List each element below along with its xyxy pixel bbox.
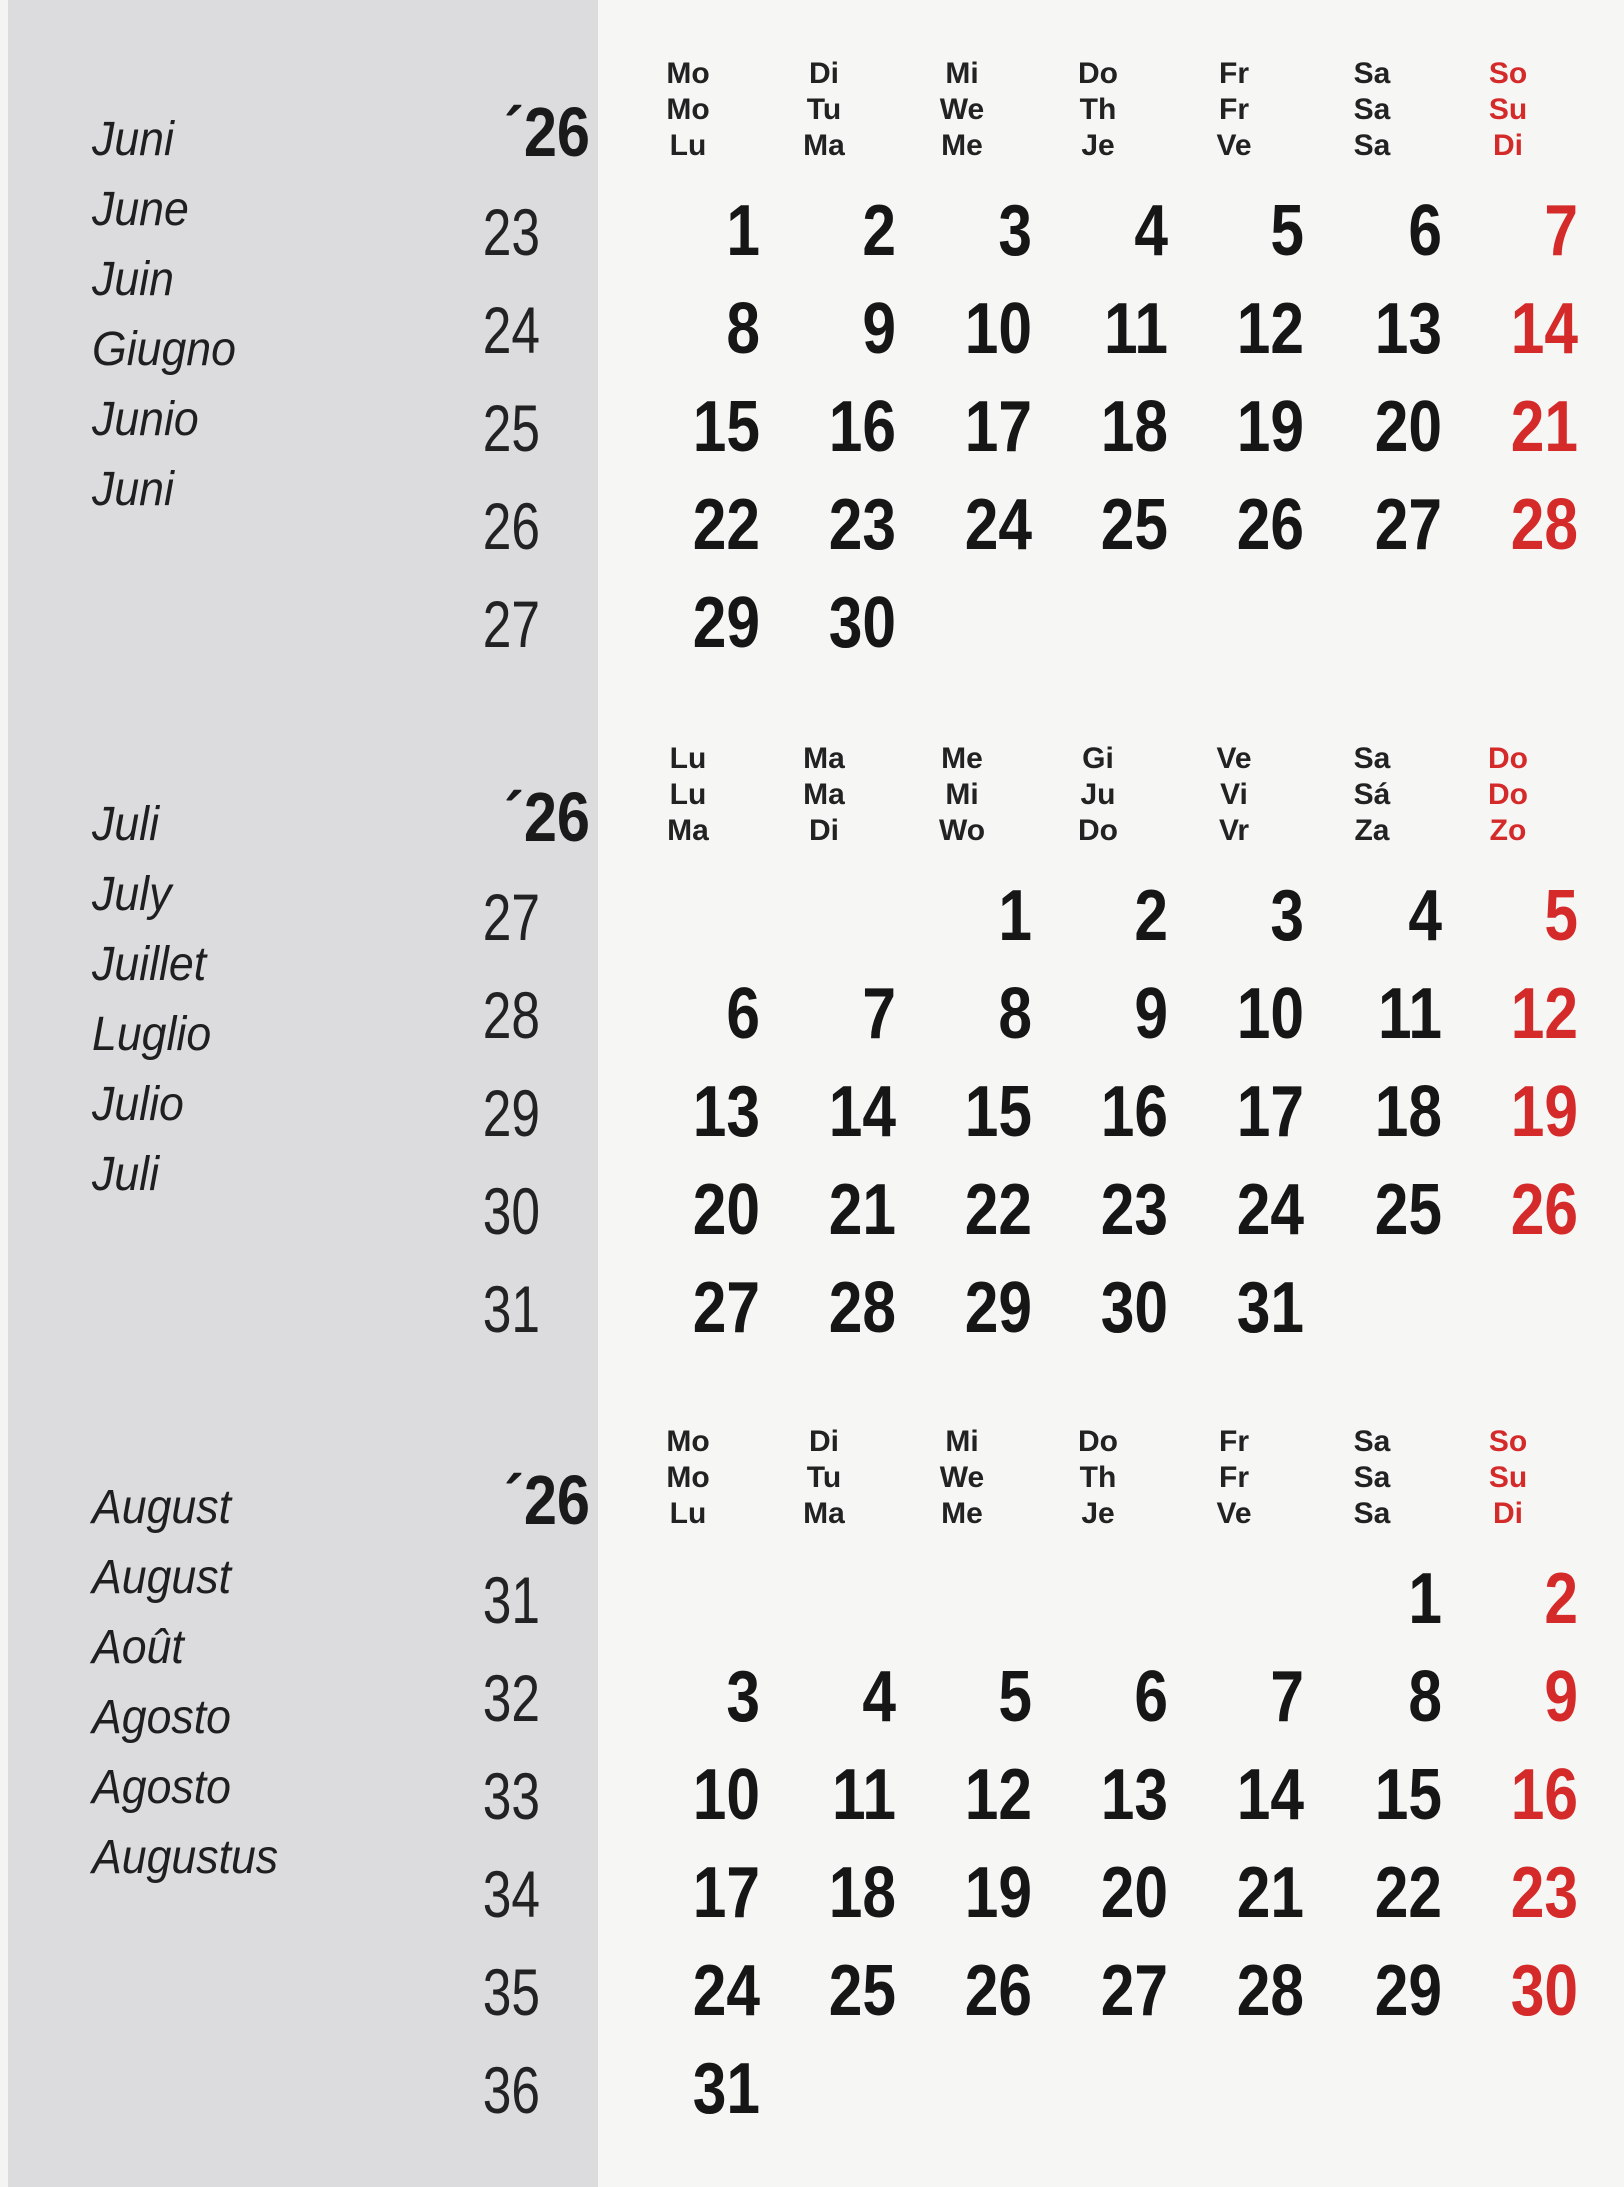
month-name: Agosto bbox=[92, 1691, 231, 1744]
weekday-abbr: Gi bbox=[1082, 742, 1114, 775]
weekday-abbr: Je bbox=[1081, 1497, 1115, 1530]
day-number: 28 bbox=[828, 1268, 896, 1348]
day-number: 9 bbox=[1134, 974, 1168, 1054]
day-number: 1 bbox=[726, 191, 760, 271]
day-number: 26 bbox=[1510, 1170, 1578, 1250]
day-number: 20 bbox=[692, 1170, 760, 1250]
day-number: 27 bbox=[1100, 1951, 1168, 2031]
day-number: 11 bbox=[1104, 289, 1168, 369]
day-number: 23 bbox=[1100, 1170, 1168, 1250]
week-number: 27 bbox=[482, 880, 540, 954]
week-number: 28 bbox=[482, 978, 540, 1052]
weekday-header bbox=[769, 1424, 879, 1532]
day-number: 29 bbox=[964, 1268, 1032, 1348]
weekday-abbr: Sa bbox=[1353, 129, 1391, 162]
day-number: 15 bbox=[692, 387, 760, 467]
day-number: 7 bbox=[1544, 191, 1578, 271]
weekday-header bbox=[1317, 741, 1427, 849]
month-name: August bbox=[92, 1481, 231, 1534]
weekday-abbr: Wo bbox=[938, 814, 986, 847]
year-label: ´26 bbox=[504, 1461, 590, 1539]
month-name: Luglio bbox=[92, 1008, 212, 1061]
weekday-abbr: Zo bbox=[1489, 814, 1527, 847]
weekday-abbr: Mi bbox=[945, 57, 979, 90]
day-number: 4 bbox=[1134, 191, 1168, 271]
weekday-abbr: Je bbox=[1081, 129, 1115, 162]
day-number: 8 bbox=[726, 289, 760, 369]
weekday-header bbox=[1453, 741, 1563, 849]
year-label: ´26 bbox=[504, 93, 590, 171]
weekday-header bbox=[1453, 1424, 1563, 1532]
day-number: 1 bbox=[1408, 1559, 1442, 1639]
day-number: 24 bbox=[964, 485, 1032, 565]
weekday-abbr: Fr bbox=[1219, 93, 1249, 126]
day-number: 27 bbox=[692, 1268, 760, 1348]
weekday-abbr: We bbox=[939, 1461, 985, 1494]
weekday-abbr: Vr bbox=[1218, 814, 1250, 847]
day-number: 19 bbox=[1236, 387, 1304, 467]
weekday-abbr: Lu bbox=[669, 742, 707, 775]
day-number: 24 bbox=[1236, 1170, 1304, 1250]
day-number: 6 bbox=[1134, 1657, 1168, 1737]
weekday-abbr: Za bbox=[1354, 814, 1390, 847]
day-number: 15 bbox=[964, 1072, 1032, 1152]
day-number: 24 bbox=[692, 1951, 760, 2031]
weekday-abbr: Me bbox=[941, 742, 983, 775]
day-number: 23 bbox=[828, 485, 896, 565]
day-number: 20 bbox=[1374, 387, 1442, 467]
day-number: 30 bbox=[1510, 1951, 1578, 2031]
day-number: 4 bbox=[862, 1657, 896, 1737]
week-number: 35 bbox=[482, 1955, 540, 2029]
day-number: 9 bbox=[862, 289, 896, 369]
weekday-abbr: Ma bbox=[803, 129, 845, 162]
weekday-header bbox=[633, 1424, 743, 1532]
day-number: 6 bbox=[726, 974, 760, 1054]
day-number: 10 bbox=[1236, 974, 1304, 1054]
day-number: 13 bbox=[1374, 289, 1442, 369]
weekday-abbr: Mo bbox=[666, 1461, 710, 1494]
weekday-abbr: We bbox=[939, 93, 985, 126]
weekday-abbr: Do bbox=[1488, 742, 1528, 775]
weekday-abbr: Fr bbox=[1219, 57, 1249, 90]
weekday-abbr: Ve bbox=[1216, 742, 1252, 775]
weekday-header bbox=[907, 741, 1017, 849]
day-number: 22 bbox=[964, 1170, 1032, 1250]
day-number: 30 bbox=[1100, 1268, 1168, 1348]
weekday-abbr: Sa bbox=[1353, 57, 1391, 90]
weekday-abbr: Ma bbox=[803, 1497, 845, 1530]
day-number: 5 bbox=[998, 1657, 1032, 1737]
weekday-header bbox=[769, 56, 879, 164]
weekday-abbr: Mo bbox=[666, 93, 710, 126]
weekday-header bbox=[1179, 741, 1289, 849]
day-number: 11 bbox=[1378, 974, 1442, 1054]
weekday-abbr: Su bbox=[1488, 93, 1528, 126]
week-number: 26 bbox=[482, 489, 540, 563]
weekday-header bbox=[1043, 741, 1153, 849]
day-number: 23 bbox=[1510, 1853, 1578, 1933]
day-number: 20 bbox=[1100, 1853, 1168, 1933]
weekday-abbr: Mi bbox=[945, 778, 979, 811]
day-number: 1 bbox=[998, 876, 1032, 956]
day-number: 11 bbox=[832, 1755, 896, 1835]
day-number: 12 bbox=[1236, 289, 1304, 369]
weekday-abbr: Th bbox=[1079, 93, 1117, 126]
weekday-abbr: Do bbox=[1078, 1425, 1118, 1458]
day-number: 10 bbox=[964, 289, 1032, 369]
month-block bbox=[0, 0, 1624, 690]
weekday-abbr: Di bbox=[809, 57, 839, 90]
weekday-abbr: Do bbox=[1078, 57, 1118, 90]
week-number: 30 bbox=[482, 1174, 540, 1248]
day-number: 21 bbox=[1236, 1853, 1304, 1933]
weekday-abbr: Di bbox=[1493, 129, 1523, 162]
day-number: 25 bbox=[828, 1951, 896, 2031]
weekday-abbr: Sa bbox=[1353, 93, 1391, 126]
weekday-header bbox=[1179, 56, 1289, 164]
day-number: 14 bbox=[1236, 1755, 1304, 1835]
day-number: 25 bbox=[1100, 485, 1168, 565]
year-label: ´26 bbox=[504, 778, 590, 856]
weekday-header bbox=[1317, 56, 1427, 164]
day-number: 14 bbox=[1510, 289, 1578, 369]
week-number: 31 bbox=[482, 1272, 540, 1346]
weekday-abbr: Fr bbox=[1219, 1425, 1249, 1458]
weekday-abbr: So bbox=[1488, 1425, 1528, 1458]
day-number: 26 bbox=[964, 1951, 1032, 2031]
day-number: 13 bbox=[692, 1072, 760, 1152]
day-number: 8 bbox=[1408, 1657, 1442, 1737]
week-number: 32 bbox=[482, 1661, 540, 1735]
day-number: 21 bbox=[828, 1170, 896, 1250]
weekday-abbr: Ve bbox=[1216, 1497, 1252, 1530]
day-number: 17 bbox=[964, 387, 1032, 467]
day-number: 30 bbox=[828, 583, 896, 663]
day-number: 2 bbox=[1544, 1559, 1578, 1639]
weekday-abbr: Lu bbox=[669, 778, 707, 811]
weekday-abbr: Mi bbox=[945, 1425, 979, 1458]
month-name: Agosto bbox=[92, 1761, 231, 1814]
day-number: 16 bbox=[1510, 1755, 1578, 1835]
month-name: Août bbox=[92, 1621, 184, 1674]
day-number: 25 bbox=[1374, 1170, 1442, 1250]
day-number: 3 bbox=[1270, 876, 1304, 956]
day-number: 7 bbox=[862, 974, 896, 1054]
month-block bbox=[0, 685, 1624, 1375]
day-number: 5 bbox=[1270, 191, 1304, 271]
day-number: 16 bbox=[1100, 1072, 1168, 1152]
week-number: 33 bbox=[482, 1759, 540, 1833]
weekday-header bbox=[1453, 56, 1563, 164]
day-number: 21 bbox=[1510, 387, 1578, 467]
month-name: Augustus bbox=[92, 1831, 279, 1884]
week-number: 29 bbox=[482, 1076, 540, 1150]
day-number: 9 bbox=[1544, 1657, 1578, 1737]
day-number: 8 bbox=[998, 974, 1032, 1054]
week-number: 23 bbox=[482, 195, 540, 269]
day-number: 14 bbox=[828, 1072, 896, 1152]
weekday-abbr: So bbox=[1488, 57, 1528, 90]
weekday-header bbox=[1043, 1424, 1153, 1532]
day-number: 13 bbox=[1100, 1755, 1168, 1835]
weekday-abbr: Di bbox=[1493, 1497, 1523, 1530]
day-number: 4 bbox=[1408, 876, 1442, 956]
day-number: 19 bbox=[1510, 1072, 1578, 1152]
day-number: 7 bbox=[1270, 1657, 1304, 1737]
weekday-abbr: Mo bbox=[666, 57, 710, 90]
week-number: 31 bbox=[482, 1563, 540, 1637]
day-number: 12 bbox=[1510, 974, 1578, 1054]
day-number: 28 bbox=[1236, 1951, 1304, 2031]
day-number: 17 bbox=[1236, 1072, 1304, 1152]
month-block bbox=[0, 1368, 1624, 2129]
day-number: 22 bbox=[1374, 1853, 1442, 1933]
day-number: 2 bbox=[862, 191, 896, 271]
week-number: 24 bbox=[482, 293, 540, 367]
weekday-abbr: Ju bbox=[1080, 778, 1116, 811]
month-name: June bbox=[92, 183, 189, 236]
weekday-abbr: Mo bbox=[666, 1425, 710, 1458]
weekday-abbr: Sa bbox=[1353, 1425, 1391, 1458]
weekday-abbr: Su bbox=[1488, 1461, 1528, 1494]
month-name: Juni bbox=[92, 463, 174, 516]
day-number: 18 bbox=[1374, 1072, 1442, 1152]
weekday-abbr: Sa bbox=[1353, 742, 1391, 775]
weekday-header bbox=[633, 741, 743, 849]
day-number: 5 bbox=[1544, 876, 1578, 956]
weekday-abbr: Tu bbox=[806, 1461, 842, 1494]
weekday-abbr: Do bbox=[1488, 778, 1528, 811]
day-number: 27 bbox=[1374, 485, 1442, 565]
day-number: 17 bbox=[692, 1853, 760, 1933]
month-name: July bbox=[92, 868, 172, 921]
month-name: Julio bbox=[92, 1078, 184, 1131]
weekday-abbr: Ve bbox=[1216, 129, 1252, 162]
week-number: 36 bbox=[482, 2053, 540, 2127]
weekday-abbr: Th bbox=[1079, 1461, 1117, 1494]
weekday-abbr: Me bbox=[941, 1497, 983, 1530]
month-name: Juni bbox=[92, 113, 174, 166]
weekday-abbr: Di bbox=[809, 814, 839, 847]
day-number: 18 bbox=[1100, 387, 1168, 467]
day-number: 16 bbox=[828, 387, 896, 467]
weekday-abbr: Lu bbox=[669, 1497, 707, 1530]
weekday-abbr: Sá bbox=[1353, 778, 1391, 811]
weekday-abbr: Me bbox=[941, 129, 983, 162]
day-number: 26 bbox=[1236, 485, 1304, 565]
weekday-abbr: Ma bbox=[667, 814, 709, 847]
day-number: 10 bbox=[692, 1755, 760, 1835]
day-number: 19 bbox=[964, 1853, 1032, 1933]
month-name: Juillet bbox=[92, 938, 207, 991]
month-name: Junio bbox=[92, 393, 199, 446]
day-number: 2 bbox=[1134, 876, 1168, 956]
month-name: Juli bbox=[92, 1148, 159, 1201]
weekday-header bbox=[1317, 1424, 1427, 1532]
week-number: 25 bbox=[482, 391, 540, 465]
weekday-abbr: Tu bbox=[806, 93, 842, 126]
month-name: Giugno bbox=[92, 323, 236, 376]
weekday-abbr: Sa bbox=[1353, 1497, 1391, 1530]
day-number: 29 bbox=[692, 583, 760, 663]
weekday-abbr: Fr bbox=[1219, 1461, 1249, 1494]
day-number: 18 bbox=[828, 1853, 896, 1933]
weekday-header bbox=[907, 56, 1017, 164]
day-number: 31 bbox=[1236, 1268, 1304, 1348]
weekday-header bbox=[633, 56, 743, 164]
weekday-abbr: Do bbox=[1078, 814, 1118, 847]
weekday-abbr: Vi bbox=[1220, 778, 1248, 811]
weekday-abbr: Lu bbox=[669, 129, 707, 162]
week-number: 34 bbox=[482, 1857, 540, 1931]
day-number: 15 bbox=[1374, 1755, 1442, 1835]
day-number: 22 bbox=[692, 485, 760, 565]
day-number: 3 bbox=[726, 1657, 760, 1737]
weekday-abbr: Di bbox=[809, 1425, 839, 1458]
month-name: Juin bbox=[92, 253, 174, 306]
week-number: 27 bbox=[482, 587, 540, 661]
weekday-header bbox=[1043, 56, 1153, 164]
day-number: 12 bbox=[964, 1755, 1032, 1835]
weekday-header bbox=[907, 1424, 1017, 1532]
day-number: 31 bbox=[692, 2049, 760, 2129]
month-name: Juli bbox=[92, 798, 159, 851]
weekday-abbr: Sa bbox=[1353, 1461, 1391, 1494]
weekday-header bbox=[1179, 1424, 1289, 1532]
day-number: 28 bbox=[1510, 485, 1578, 565]
weekday-abbr: Ma bbox=[803, 742, 845, 775]
month-name: August bbox=[92, 1551, 231, 1604]
weekday-header bbox=[769, 741, 879, 849]
weekday-abbr: Ma bbox=[803, 778, 845, 811]
day-number: 3 bbox=[998, 191, 1032, 271]
day-number: 29 bbox=[1374, 1951, 1442, 2031]
day-number: 6 bbox=[1408, 191, 1442, 271]
